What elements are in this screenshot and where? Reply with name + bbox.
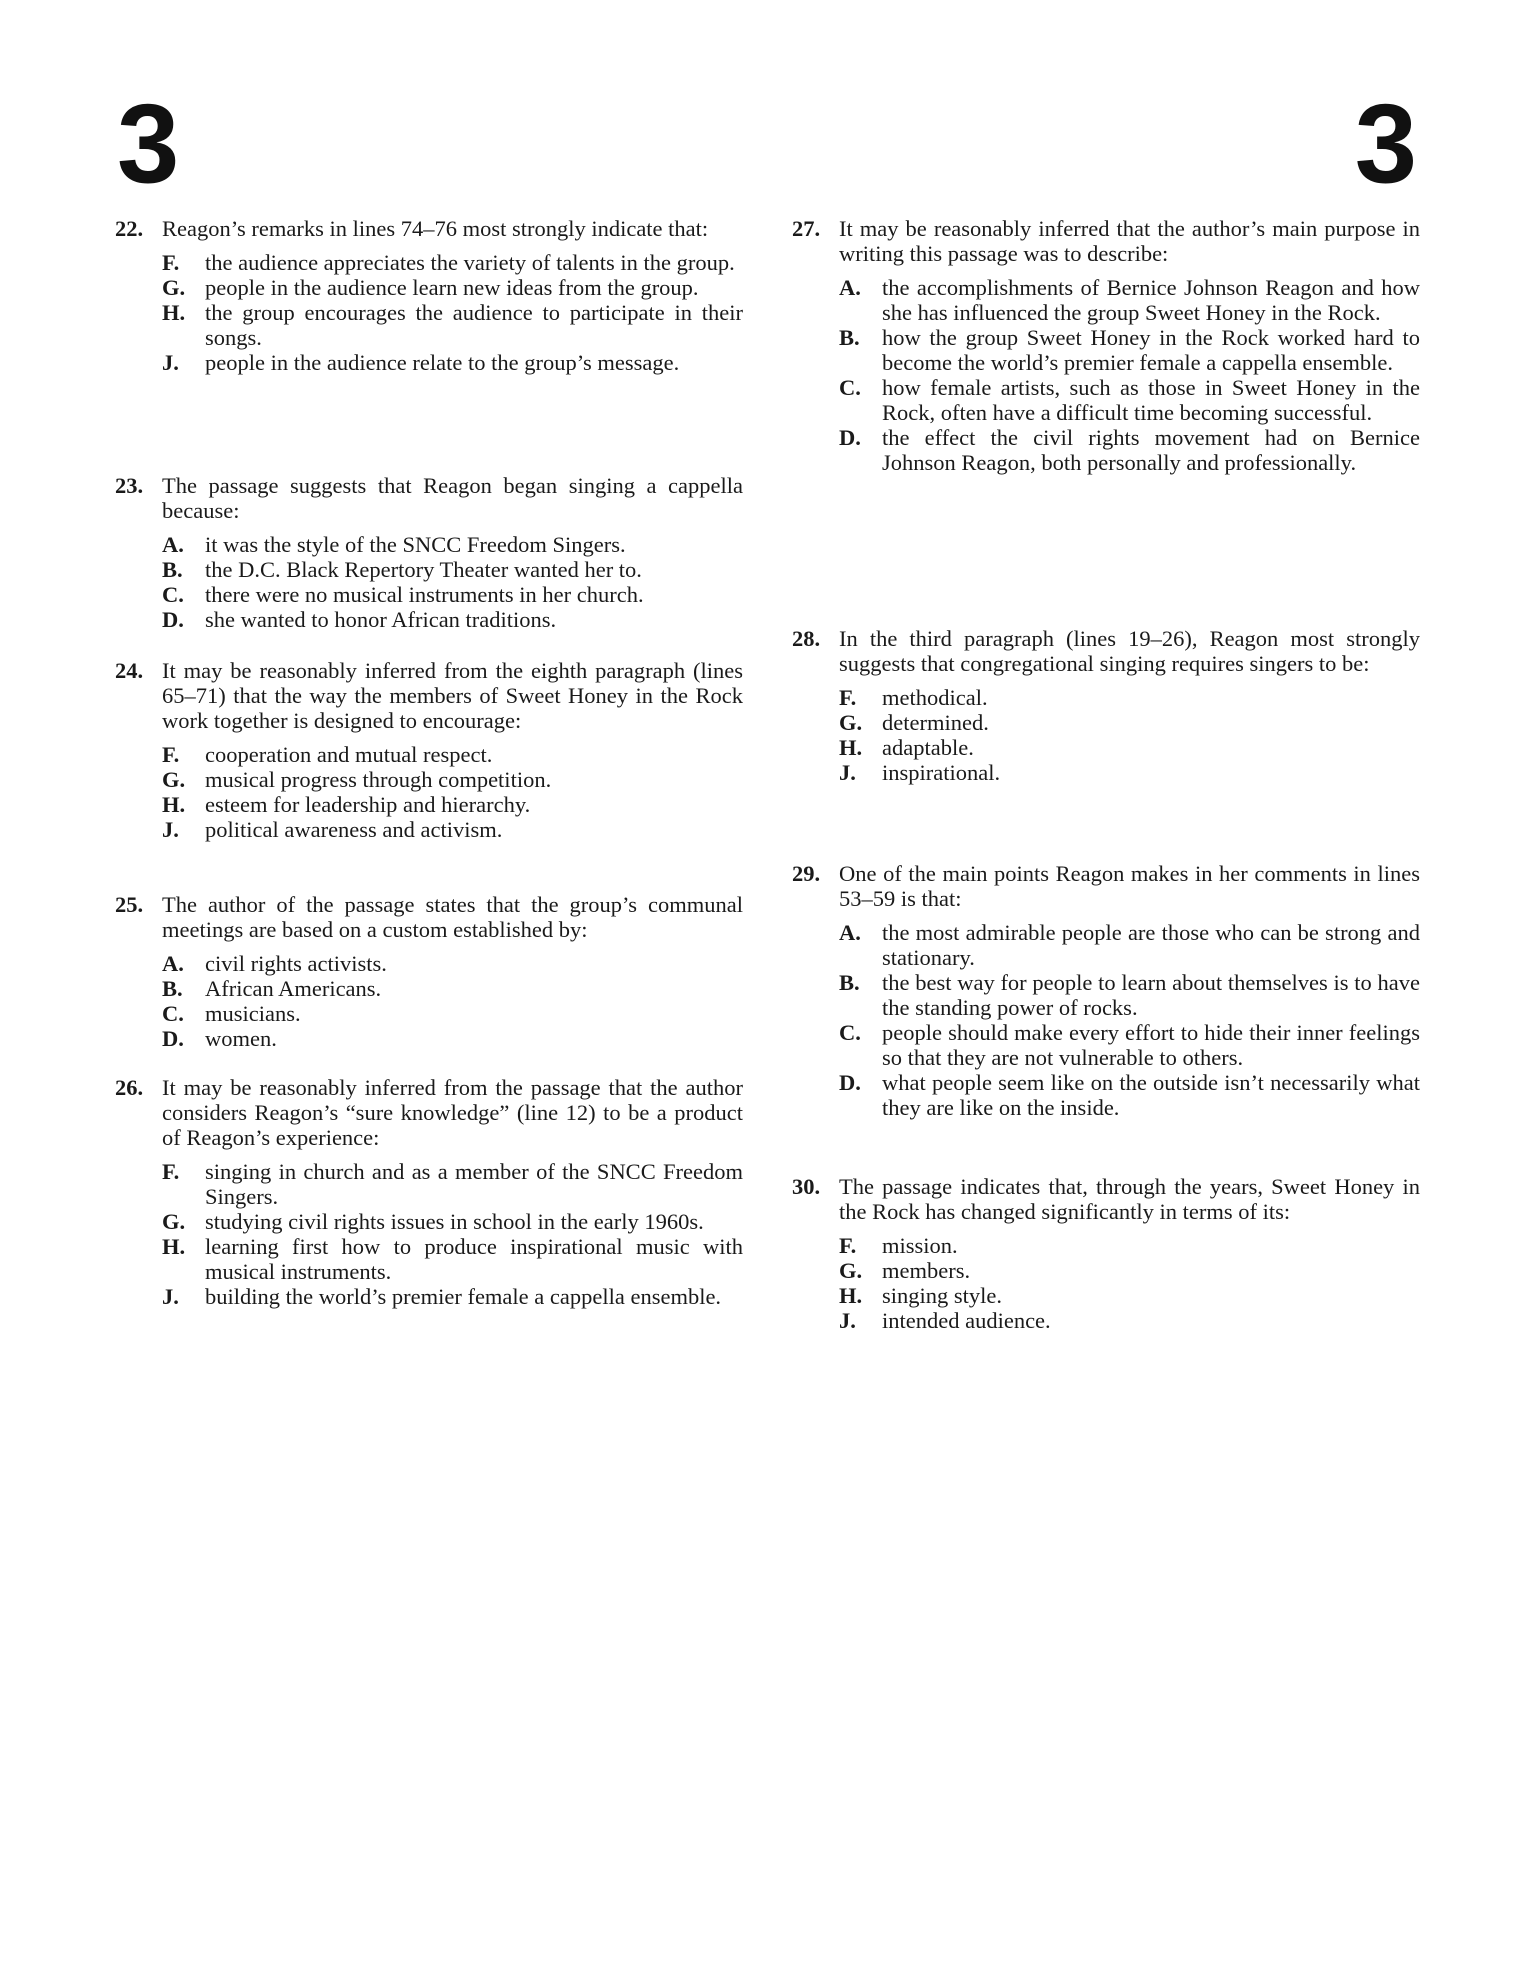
option-letter: D.	[839, 425, 861, 450]
section-number-right: 3	[1354, 81, 1417, 206]
answer-option-d[interactable]	[839, 1070, 1420, 1120]
question-number: 28.	[792, 626, 821, 651]
option-text: singing in church and as a member of the SNCC Freedom Singers.	[205, 1159, 743, 1209]
answer-option-a[interactable]	[839, 920, 1420, 970]
option-letter: G.	[839, 1258, 863, 1283]
question-stem	[115, 473, 743, 523]
question-stem	[115, 216, 743, 241]
option-letter: D.	[162, 1026, 184, 1051]
option-text: musical progress through competition.	[205, 767, 552, 792]
option-text: members.	[882, 1258, 971, 1283]
question-stem	[115, 892, 743, 942]
answer-options	[792, 275, 1420, 475]
option-letter: F.	[162, 742, 180, 767]
answer-option-h[interactable]	[162, 792, 743, 817]
option-text: people should make every effort to hide their inner feelings so that they are not vulnerable to others.	[882, 1020, 1420, 1070]
option-letter: J.	[839, 1308, 856, 1333]
option-letter: G.	[839, 710, 863, 735]
question-text: The passage indicates that, through the years, Sweet Honey in the Rock has changed significantly in terms of its:	[839, 1174, 1420, 1224]
question-number: 24.	[115, 658, 144, 683]
answer-options	[115, 951, 743, 1051]
answer-option-f[interactable]	[839, 685, 1420, 710]
question-29	[792, 861, 1420, 1120]
question-number: 30.	[792, 1174, 821, 1199]
question-text: Reagon’s remarks in lines 74–76 most strongly indicate that:	[162, 216, 709, 241]
option-letter: A.	[162, 951, 184, 976]
question-text: The passage suggests that Reagon began singing a cappella because:	[162, 473, 743, 523]
option-text: esteem for leadership and hierarchy.	[205, 792, 531, 817]
answer-option-g[interactable]	[162, 1209, 743, 1234]
option-letter: F.	[162, 250, 180, 275]
question-stem	[792, 216, 1420, 266]
option-text: the accomplishments of Bernice Johnson Reagon and how she has influenced the group Sweet Honey in the Rock.	[882, 275, 1420, 325]
question-number: 23.	[115, 473, 144, 498]
option-text: civil rights activists.	[205, 951, 387, 976]
option-text: the D.C. Black Repertory Theater wanted her to.	[205, 557, 642, 582]
answer-option-g[interactable]	[162, 275, 743, 300]
option-letter: F.	[839, 1233, 857, 1258]
option-letter: B.	[839, 970, 860, 995]
section-number-left: 3	[117, 81, 180, 206]
answer-options	[792, 920, 1420, 1120]
answer-options	[115, 250, 743, 375]
option-text: adaptable.	[882, 735, 974, 760]
option-letter: F.	[162, 1159, 180, 1184]
option-text: African Americans.	[205, 976, 382, 1001]
answer-option-f[interactable]	[162, 1159, 743, 1209]
option-text: the effect the civil rights movement had on Bernice Johnson Reagon, both personally and professionally.	[882, 425, 1420, 475]
question-stem	[115, 1075, 743, 1150]
option-letter: H.	[162, 792, 186, 817]
option-letter: G.	[162, 275, 186, 300]
answer-options	[115, 1159, 743, 1309]
option-text: the audience appreciates the variety of talents in the group.	[205, 250, 735, 275]
option-letter: J.	[162, 350, 179, 375]
question-number: 29.	[792, 861, 821, 886]
answer-options	[115, 742, 743, 842]
option-text: inspirational.	[882, 760, 1001, 785]
question-number: 27.	[792, 216, 821, 241]
answer-option-c[interactable]	[162, 582, 743, 607]
option-text: people in the audience relate to the group’s message.	[205, 350, 680, 375]
option-letter: J.	[162, 1284, 179, 1309]
option-text: determined.	[882, 710, 989, 735]
option-letter: H.	[839, 1283, 863, 1308]
question-number: 22.	[115, 216, 144, 241]
question-27	[792, 216, 1420, 475]
option-text: studying civil rights issues in school in the early 1960s.	[205, 1209, 704, 1234]
question-stem	[792, 626, 1420, 676]
answer-option-b[interactable]	[162, 976, 743, 1001]
option-text: learning first how to produce inspirational music with musical instruments.	[205, 1234, 743, 1284]
answer-option-b[interactable]	[839, 970, 1420, 1020]
option-letter: C.	[839, 1020, 861, 1045]
answer-option-c[interactable]	[162, 1001, 743, 1026]
option-letter: D.	[839, 1070, 861, 1095]
question-23	[115, 473, 743, 632]
option-text: there were no musical instruments in her church.	[205, 582, 644, 607]
question-text: It may be reasonably inferred from the passage that the author considers Reagon’s “sure knowledge” (line 12) to be a product of Reagon’s experience:	[162, 1075, 743, 1150]
option-text: what people seem like on the outside isn’t necessarily what they are like on the inside.	[882, 1070, 1420, 1120]
answer-option-j[interactable]	[162, 350, 743, 375]
option-text: how the group Sweet Honey in the Rock worked hard to become the world’s premier female a cappella ensemble.	[882, 325, 1420, 375]
answer-option-g[interactable]	[839, 1258, 1420, 1283]
option-text: the group encourages the audience to participate in their songs.	[205, 300, 743, 350]
question-number: 25.	[115, 892, 144, 917]
question-number: 26.	[115, 1075, 144, 1100]
option-text: the best way for people to learn about themselves is to have the standing power of rocks.	[882, 970, 1420, 1020]
question-text: It may be reasonably inferred that the author’s main purpose in writing this passage was to describe:	[839, 216, 1420, 266]
answer-option-a[interactable]	[839, 275, 1420, 325]
option-letter: H.	[839, 735, 863, 760]
question-stem	[115, 658, 743, 733]
option-letter: J.	[162, 817, 179, 842]
option-text: the most admirable people are those who can be strong and stationary.	[882, 920, 1420, 970]
option-letter: B.	[162, 557, 183, 582]
option-text: singing style.	[882, 1283, 1003, 1308]
answer-option-j[interactable]	[839, 760, 1420, 785]
answer-option-j[interactable]	[839, 1308, 1420, 1333]
option-letter: C.	[162, 1001, 184, 1026]
answer-option-j[interactable]	[162, 817, 743, 842]
option-letter: A.	[839, 275, 861, 300]
option-text: cooperation and mutual respect.	[205, 742, 493, 767]
question-text: In the third paragraph (lines 19–26), Reagon most strongly suggests that congregational singing requires singers to be:	[839, 626, 1420, 676]
question-stem	[792, 861, 1420, 911]
answer-option-b[interactable]	[839, 325, 1420, 375]
option-letter: H.	[162, 1234, 186, 1259]
option-text: women.	[205, 1026, 277, 1051]
option-text: mission.	[882, 1233, 958, 1258]
answer-option-f[interactable]	[839, 1233, 1420, 1258]
question-24	[115, 658, 743, 842]
option-letter: J.	[839, 760, 856, 785]
question-text: The author of the passage states that the group’s communal meetings are based on a custom established by:	[162, 892, 743, 942]
question-28	[792, 626, 1420, 785]
option-text: building the world’s premier female a cappella ensemble.	[205, 1284, 722, 1309]
answer-option-a[interactable]	[162, 951, 743, 976]
answer-options	[792, 685, 1420, 785]
option-text: intended audience.	[882, 1308, 1051, 1333]
question-stem	[792, 1174, 1420, 1224]
answer-option-f[interactable]	[162, 742, 743, 767]
question-26	[115, 1075, 743, 1309]
answer-option-d[interactable]	[162, 1026, 743, 1051]
option-text: people in the audience learn new ideas from the group.	[205, 275, 699, 300]
answer-option-d[interactable]	[839, 425, 1420, 475]
option-text: she wanted to honor African traditions.	[205, 607, 557, 632]
answer-option-g[interactable]	[839, 710, 1420, 735]
question-text: One of the main points Reagon makes in her comments in lines 53–59 is that:	[839, 861, 1420, 911]
answer-option-a[interactable]	[162, 532, 743, 557]
option-letter: B.	[839, 325, 860, 350]
answer-option-f[interactable]	[162, 250, 743, 275]
answer-options	[792, 1233, 1420, 1333]
option-text: musicians.	[205, 1001, 301, 1026]
answer-option-h[interactable]	[839, 735, 1420, 760]
question-30	[792, 1174, 1420, 1333]
answer-option-g[interactable]	[162, 767, 743, 792]
question-text: It may be reasonably inferred from the eighth paragraph (lines 65–71) that the way the members of Sweet Honey in the Rock work together is designed to encourage:	[162, 658, 743, 733]
answer-option-j[interactable]	[162, 1284, 743, 1309]
option-letter: A.	[162, 532, 184, 557]
option-text: political awareness and activism.	[205, 817, 503, 842]
question-25	[115, 892, 743, 1051]
answer-option-d[interactable]	[162, 607, 743, 632]
answer-option-h[interactable]	[162, 300, 743, 350]
option-letter: G.	[162, 767, 186, 792]
answer-option-c[interactable]	[839, 1020, 1420, 1070]
option-letter: F.	[839, 685, 857, 710]
option-text: how female artists, such as those in Sweet Honey in the Rock, often have a difficult time becoming successful.	[882, 375, 1420, 425]
option-letter: H.	[162, 300, 186, 325]
option-letter: B.	[162, 976, 183, 1001]
option-text: it was the style of the SNCC Freedom Singers.	[205, 532, 626, 557]
answer-option-h[interactable]	[162, 1234, 743, 1284]
option-letter: D.	[162, 607, 184, 632]
answer-options	[115, 532, 743, 632]
option-letter: C.	[162, 582, 184, 607]
answer-option-h[interactable]	[839, 1283, 1420, 1308]
option-letter: G.	[162, 1209, 186, 1234]
question-22	[115, 216, 743, 375]
option-letter: C.	[839, 375, 861, 400]
answer-option-b[interactable]	[162, 557, 743, 582]
answer-option-c[interactable]	[839, 375, 1420, 425]
option-letter: A.	[839, 920, 861, 945]
option-text: methodical.	[882, 685, 988, 710]
